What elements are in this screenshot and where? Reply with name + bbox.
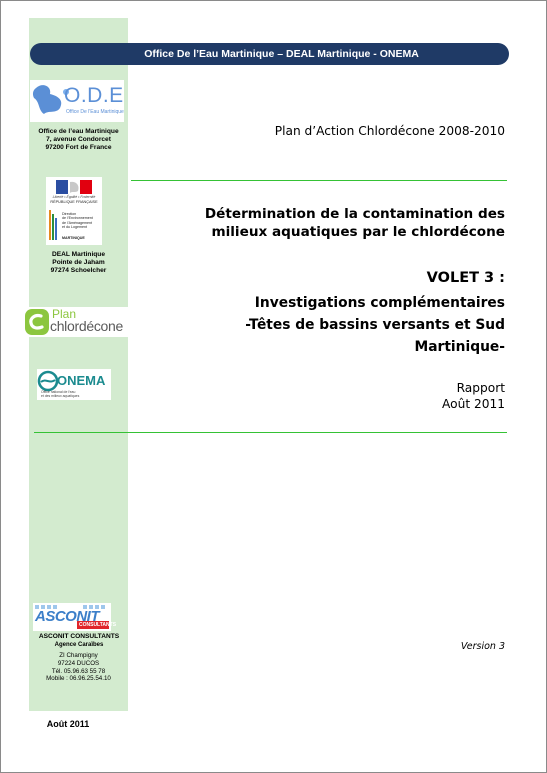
chlordecone-word: chlordécone	[50, 318, 123, 334]
plan-action-title: Plan d’Action Chlordécone 2008-2010	[274, 124, 505, 138]
asconit-logo	[33, 603, 117, 631]
header-banner	[30, 43, 509, 65]
document-title: Détermination de la contamination des milieux aquatiques par le chlordécone	[204, 206, 505, 240]
ode-logo-text: O.D.E	[64, 84, 124, 107]
plan-c-icon	[24, 308, 50, 336]
onema-logo-text: ONEMA	[57, 373, 106, 388]
document-subtitle: Investigations complémentaires -Têtes de bassins versants et Sud Martinique-	[245, 295, 505, 355]
report-label: Rapport	[456, 381, 505, 395]
bottom-divider	[34, 432, 507, 433]
ode-logo-subtitle: Office De l'Eau Martinique	[66, 109, 124, 115]
version-label: Version 3	[460, 641, 505, 652]
report-date: Août 2011	[442, 397, 505, 411]
deal-direction: Direction de l’Environnement de l’Aménagement et du Logement	[62, 212, 93, 230]
asconit-company: ASCONIT CONSULTANTS Agence Caraïbes	[38, 633, 120, 649]
deal-logo	[46, 177, 102, 245]
deal-motto: Liberté • Égalité • Fraternité	[52, 195, 96, 199]
asconit-logo-text: ASCONIT	[35, 608, 99, 625]
onema-logo	[37, 369, 111, 400]
top-divider	[131, 180, 507, 181]
ode-logo	[30, 80, 124, 122]
banner-text: Office De l’Eau Martinique – DEAL Martinique - ONEMA	[144, 48, 419, 60]
deal-address: DEAL Martinique Pointe de Jaham 97274 Schoelcher	[50, 251, 107, 275]
ode-address: Office de l’eau Martinique 7, avenue Condorcet 97200 Fort de France	[38, 128, 119, 152]
deal-republic: RÉPUBLIQUE FRANÇAISE	[50, 200, 98, 204]
plan-chlordecone-logo	[23, 307, 130, 337]
sidebar-date: Août 2011	[46, 719, 90, 729]
asconit-logo-subtitle: CONSULTANTS	[79, 622, 117, 628]
deal-region: MARTINIQUE	[62, 236, 85, 240]
plan-word: Plan	[52, 307, 77, 321]
asconit-address: ZI Champigny 97224 DUCOS Tél. 05.96.63 55 78 Mobile : 06.96.25.54.10	[46, 652, 111, 683]
volet-label: VOLET 3 :	[426, 270, 505, 286]
onema-wave-icon	[38, 370, 58, 392]
onema-logo-subtitle: Office national de l'eau et des milieux aquatiques	[41, 390, 80, 398]
deal-stripes-icon	[48, 210, 60, 240]
